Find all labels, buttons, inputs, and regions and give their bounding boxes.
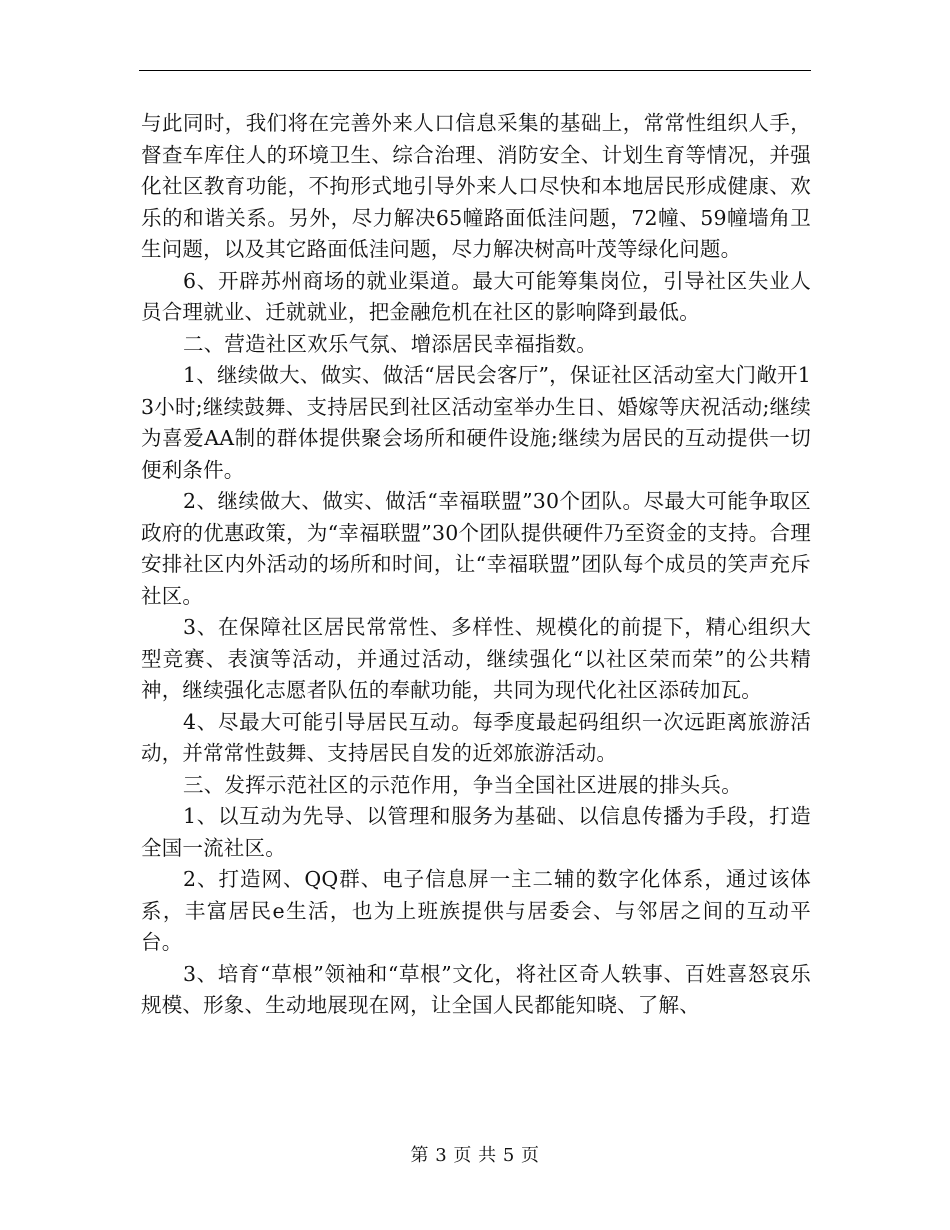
paragraph-11: 3、培育“草根”领袖和“草根”文化，将社区奇人轶事、百姓喜怒哀乐规模、形象、生动地展现在网，让全国人民都能知晓、了解、 (141, 961, 811, 1017)
page-footer (0, 1144, 950, 1168)
section-heading-3: 三、发挥示范社区的示范作用，争当全国社区进展的排头兵。 (183, 772, 742, 797)
paragraph-10: 2、打造网、QQ群、电子信息屏一主二辅的数字化体系，通过该体系，丰富居民e生活，也为上班族提供与居委会、与邻居之间的互动平台。 (141, 867, 811, 954)
paragraph-5: 2、继续做大、做实、做活“幸福联盟”30个团队。尽最大可能争取区政府的优惠政策，为“幸福联盟”30个团队提供硬件乃至资金的支持。合理安排社区内外活动的场所和时间，让“幸福联盟”团队每个成员的笑声充斥社区。 (141, 489, 811, 608)
paragraph-6: 3、在保障社区居民常常性、多样性、规模化的前提下，精心组织大型竞赛、表演等活动，并通过活动，继续强化“以社区荣而荣”的公共精神，继续强化志愿者队伍的奉献功能，共同为现代化社区添砖加瓦。 (141, 615, 811, 702)
document-body (141, 108, 811, 1022)
paragraph-2: 6、开辟苏州商场的就业渠道。最大可能筹集岗位，引导社区失业人员合理就业、迁就就业，把金融危机在社区的影响降到最低。 (141, 268, 811, 324)
page-number-label: 第 3 页 共 5 页 (410, 1145, 540, 1166)
paragraph-4: 1、继续做大、做实、做活“居民会客厅”，保证社区活动室大门敞开13小时;继续鼓舞、支持居民到社区活动室举办生日、婚嫁等庆祝活动;继续为喜爱AA制的群体提供聚会场所和硬件设施;继续为居民的互动提供一切便利条件。 (141, 363, 811, 482)
paragraph-7: 4、尽最大可能引导居民互动。每季度最起码组织一次远距离旅游活动，并常常性鼓舞、支持居民自发的近郊旅游活动。 (141, 709, 811, 765)
header-rule (139, 70, 811, 71)
paragraph-1: 与此同时，我们将在完善外来人口信息采集的基础上，常常性组织人手，督查车库住人的环境卫生、综合治理、消防安全、计划生育等情况，并强化社区教育功能，不拘形式地引导外来人口尽快和本地居民形成健康、欢乐的和谐关系。另外，尽力解决65幢路面低洼问题，72幢、59幢墙角卫生问题，以及其它路面低洼问题，尽力解决树高叶茂等绿化问题。 (141, 111, 811, 261)
section-heading-2: 二、营造社区欢乐气氛、增添居民幸福指数。 (183, 331, 597, 356)
paragraph-9: 1、以互动为先导、以管理和服务为基础、以信息传播为手段，打造全国一流社区。 (141, 804, 811, 860)
